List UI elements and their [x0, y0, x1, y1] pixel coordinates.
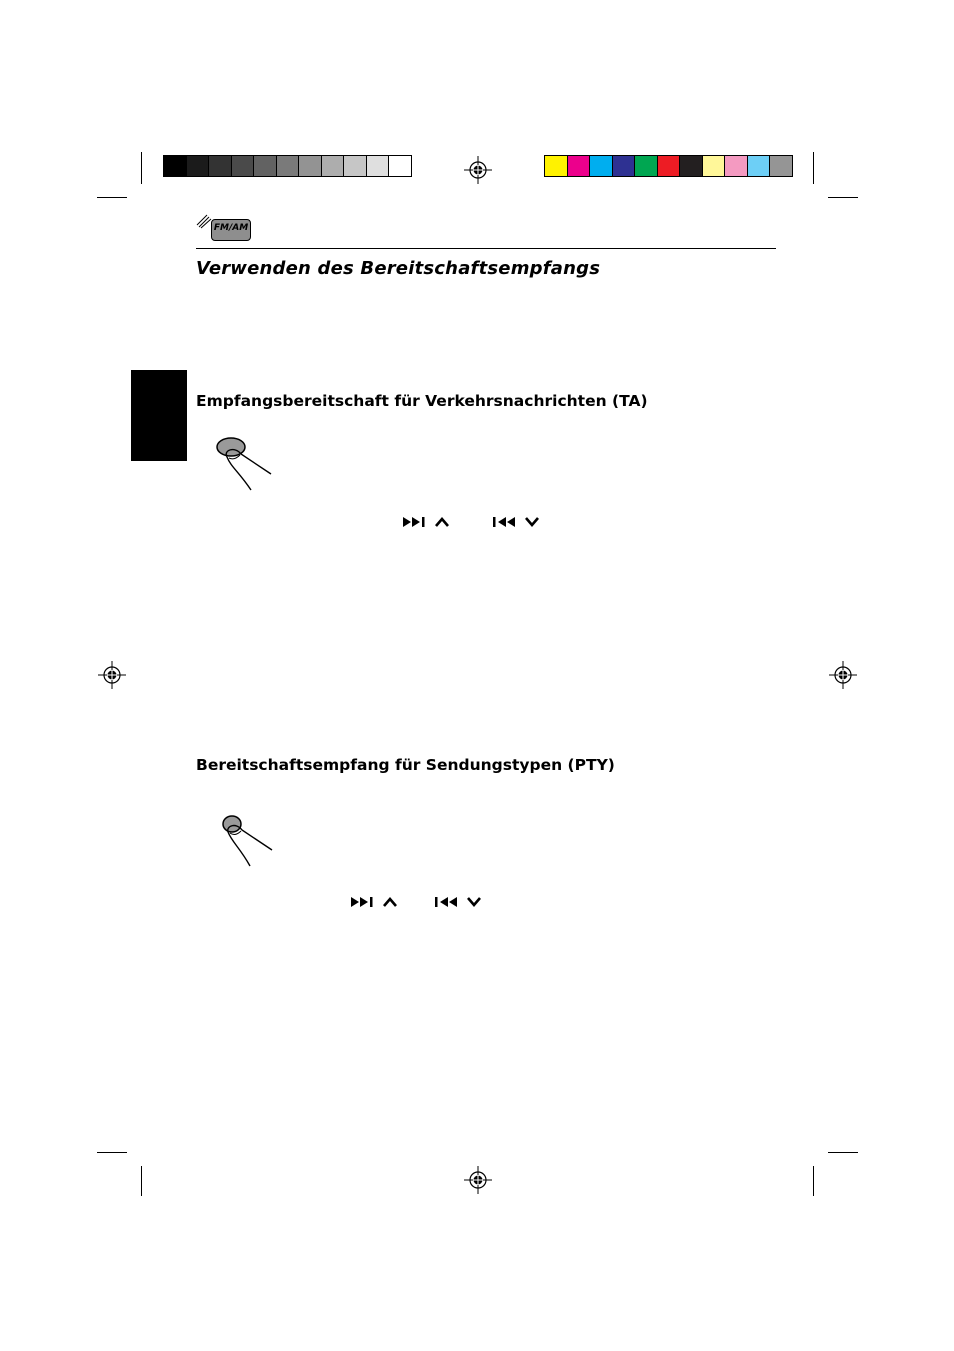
crop-mark: [828, 197, 858, 198]
color-swatch: [680, 156, 703, 176]
grayscale-swatch: [254, 156, 277, 176]
down-chevron-icon: [524, 516, 540, 528]
registration-mark-icon: [98, 661, 126, 689]
fm-am-label: FM/AM: [213, 223, 249, 233]
fm-am-button-icon: [211, 219, 251, 241]
radio-signal-icon: [196, 213, 212, 229]
color-swatch: [568, 156, 591, 176]
color-swatch: [545, 156, 568, 176]
grayscale-swatch: [322, 156, 345, 176]
registration-mark-icon: [464, 1166, 492, 1194]
finger-press-button-icon: [213, 432, 277, 494]
color-swatch: [613, 156, 636, 176]
down-chevron-icon: [466, 896, 482, 908]
grayscale-swatch: [164, 156, 187, 176]
up-chevron-icon: [382, 896, 398, 908]
page-title: Verwenden des Bereitschaftsempfangs: [196, 258, 601, 279]
color-calibration-bar: [544, 155, 793, 177]
next-track-icon: [350, 896, 376, 908]
crop-mark: [813, 1166, 814, 1196]
color-swatch: [748, 156, 771, 176]
header-rule: [196, 248, 776, 249]
crop-mark: [97, 1152, 127, 1153]
crop-mark: [141, 152, 142, 184]
registration-mark-icon: [464, 156, 492, 184]
color-swatch: [590, 156, 613, 176]
grayscale-swatch: [209, 156, 232, 176]
registration-mark-icon: [829, 661, 857, 689]
section-heading-pty: Bereitschaftsempfang für Sendungstypen (PTY): [196, 756, 615, 774]
color-swatch: [770, 156, 792, 176]
color-swatch: [658, 156, 681, 176]
grayscale-swatch: [344, 156, 367, 176]
language-tab: [131, 370, 187, 461]
grayscale-calibration-bar: [163, 155, 412, 177]
grayscale-swatch: [367, 156, 390, 176]
grayscale-swatch: [389, 156, 411, 176]
crop-mark: [813, 152, 814, 184]
previous-track-icon: [492, 516, 518, 528]
crop-mark: [828, 1152, 858, 1153]
crop-mark: [141, 1166, 142, 1196]
section-heading-ta: Empfangsbereitschaft für Verkehrsnachrichten (TA): [196, 392, 648, 410]
grayscale-swatch: [232, 156, 255, 176]
up-chevron-icon: [434, 516, 450, 528]
color-swatch: [635, 156, 658, 176]
previous-track-icon: [434, 896, 460, 908]
color-swatch: [703, 156, 726, 176]
color-swatch: [725, 156, 748, 176]
grayscale-swatch: [299, 156, 322, 176]
finger-press-button-icon: [218, 812, 278, 870]
grayscale-swatch: [187, 156, 210, 176]
crop-mark: [97, 197, 127, 198]
next-track-icon: [402, 516, 428, 528]
grayscale-swatch: [277, 156, 300, 176]
